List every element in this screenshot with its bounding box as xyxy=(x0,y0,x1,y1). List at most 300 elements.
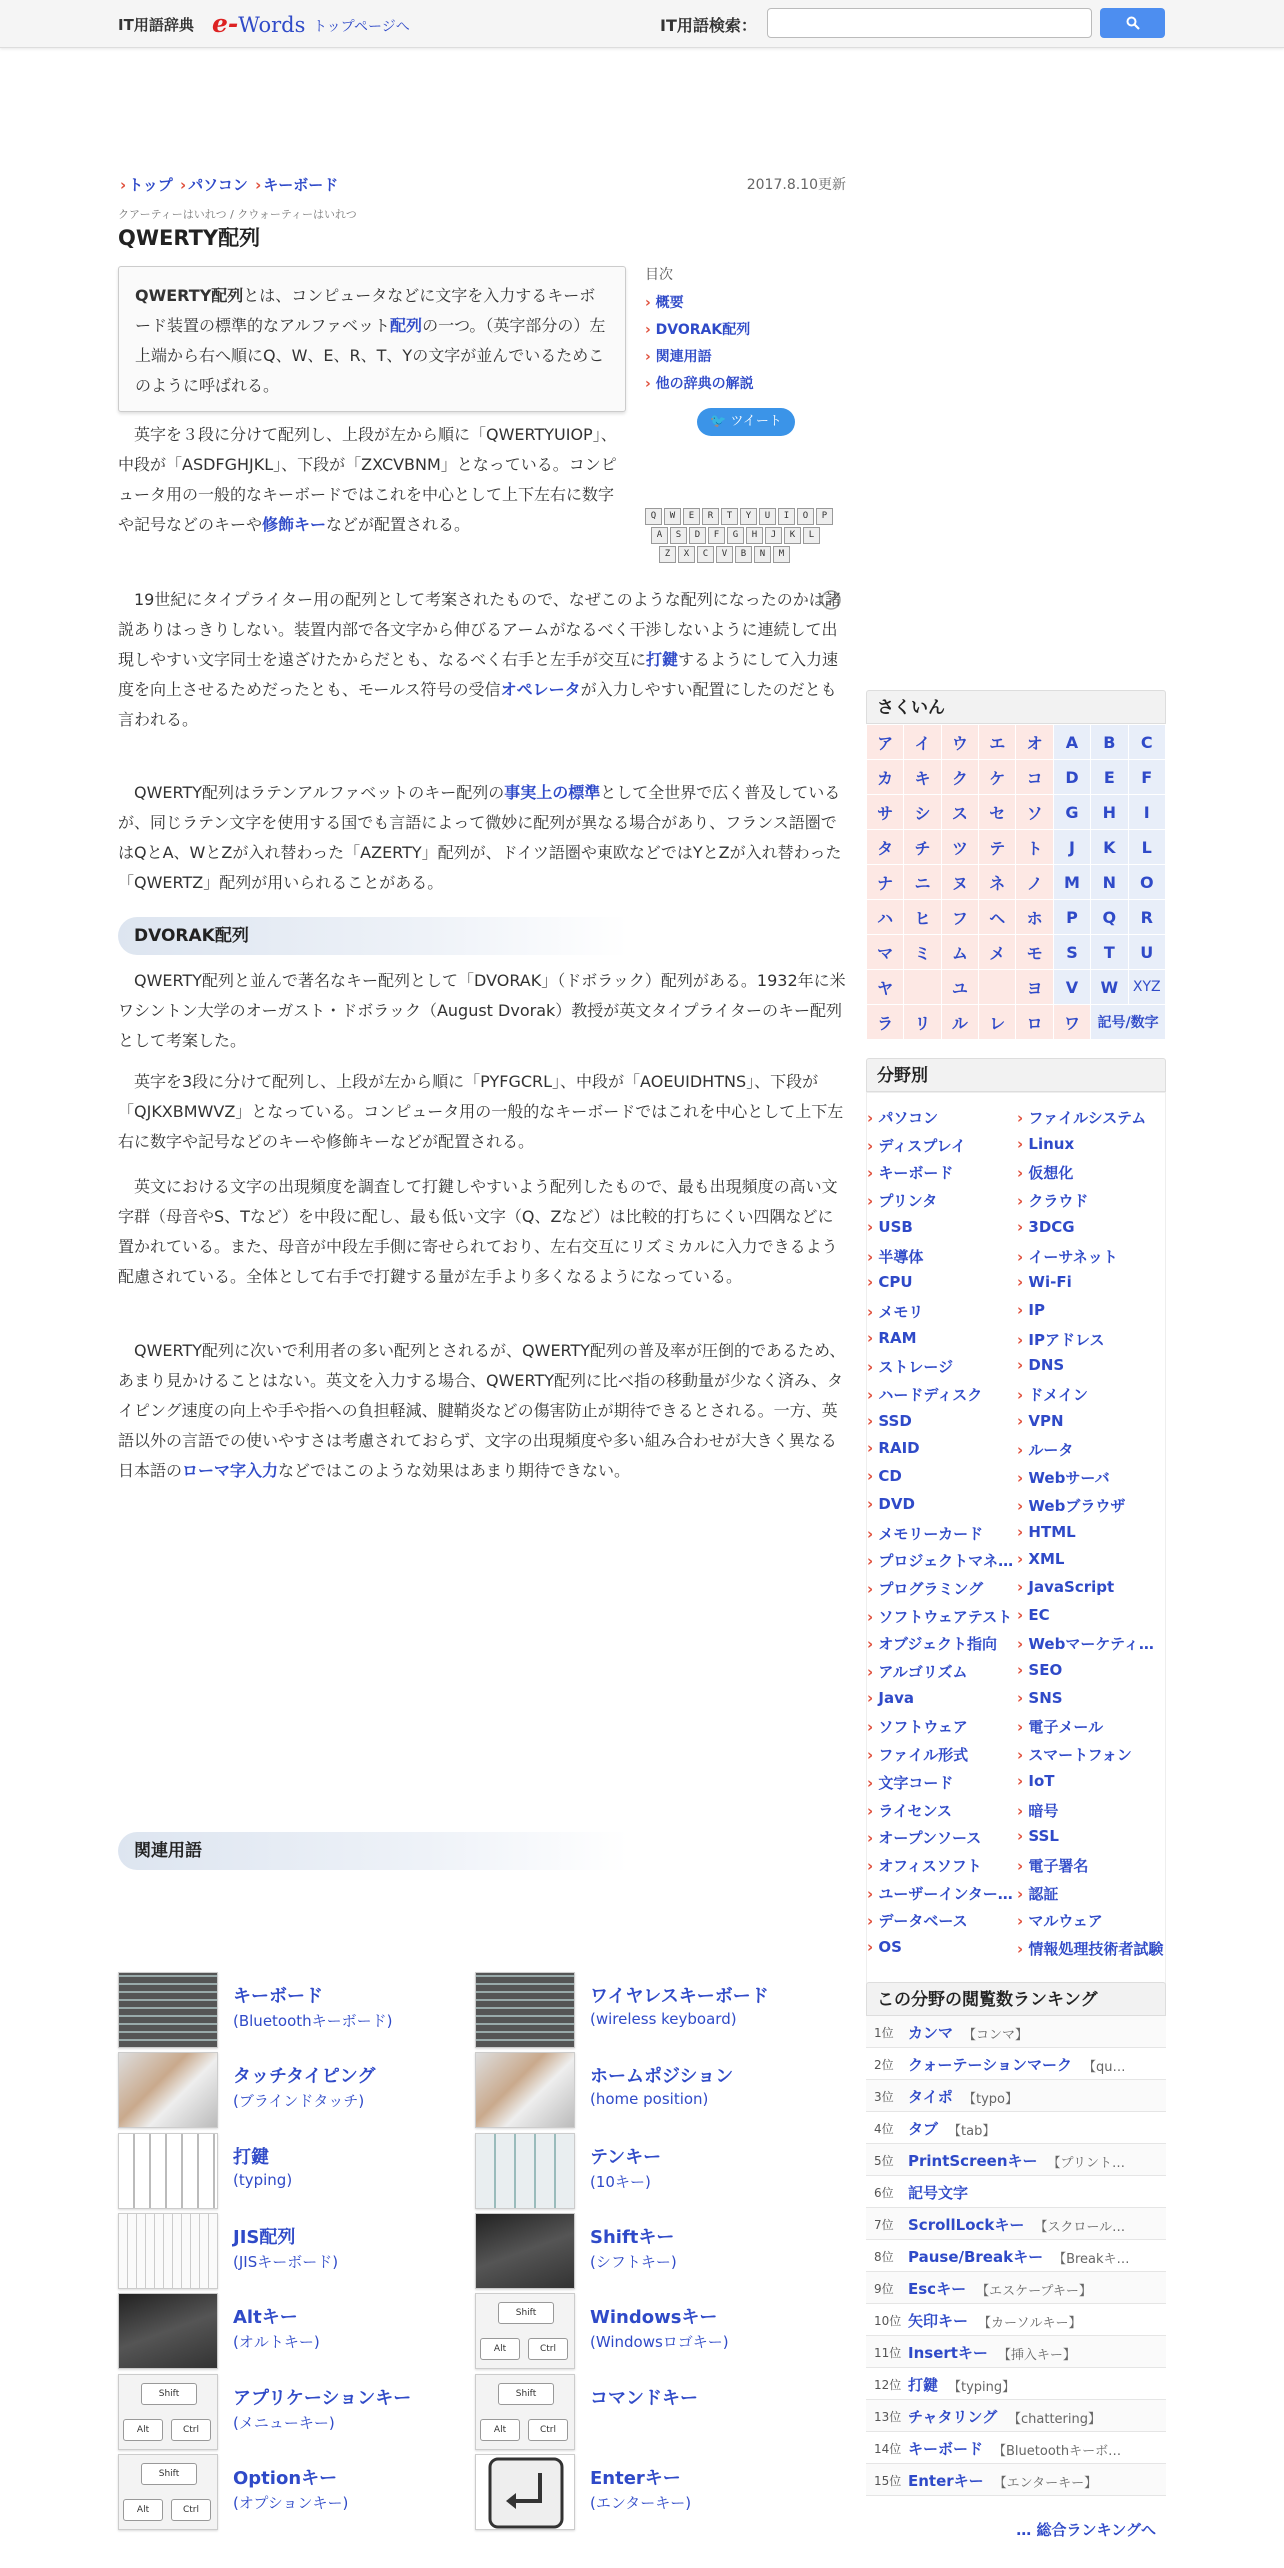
key-cap: G xyxy=(727,527,744,544)
kana-index-cell[interactable]: レ xyxy=(979,1005,1016,1040)
field-link[interactable]: › VPN xyxy=(1017,1412,1064,1430)
key-cap: P xyxy=(816,508,833,525)
enter-key-icon xyxy=(476,2455,576,2531)
key-cap: Alt xyxy=(123,2419,163,2441)
kana-index-cell[interactable]: H xyxy=(1091,795,1128,830)
ranking-term-link[interactable]: Escキー xyxy=(908,2280,967,2298)
kana-index-cell[interactable]: F xyxy=(1128,760,1165,795)
key-cap: A xyxy=(651,527,668,544)
field-link[interactable]: › Webマーケティ… xyxy=(1017,1633,1154,1654)
kana-index-cell[interactable]: XYZ xyxy=(1128,970,1165,1005)
paragraph: QWERTY配列に次いで利用者の多い配列とされるが、QWERTY配列の普及率が圧倒的であるため、あまり見かけることはない。英文を入力する場合、QWERTY配列に比べ指の移動量が少なく済み、タイピング速度の向上や手や指への負担軽減、腱鞘炎などの傷害防止が期待できるとされる。一方、英語以外の言語での使いやすさは考慮されておらず、文字の出現頻度や多い組み合わせが大きく異なる日本語のローマ字入力などではこのような効果はあまり期待できない。 xyxy=(118,1341,846,1480)
related-term-thumbnail[interactable] xyxy=(118,2052,218,2128)
kana-index-cell[interactable]: フ xyxy=(941,900,978,935)
field-link[interactable]: › メモリーカード xyxy=(867,1523,983,1544)
kana-index-cell[interactable]: A xyxy=(1053,725,1090,760)
tweet-button[interactable]: 🐦 ツイート xyxy=(697,408,795,436)
related-term-name[interactable]: キーボード xyxy=(233,1986,323,2007)
ranking-item[interactable] xyxy=(866,2272,1166,2304)
related-term[interactable] xyxy=(475,1972,815,2048)
ranking-term-link[interactable]: チャタリング xyxy=(908,2408,998,2426)
kana-index-cell[interactable]: O xyxy=(1128,865,1165,900)
ranking-term-link[interactable]: クォーテーションマーク xyxy=(908,2056,1072,2074)
field-link[interactable]: › Webサーバ xyxy=(1017,1467,1110,1488)
ranking-item[interactable] xyxy=(866,2336,1166,2368)
toc-item[interactable]: › 概要 xyxy=(645,290,845,317)
kana-index-cell[interactable]: J xyxy=(1053,830,1090,865)
key-cap: K xyxy=(784,527,801,544)
field-link[interactable]: › SSL xyxy=(1017,1827,1059,1845)
kana-index-cell[interactable]: I xyxy=(1128,795,1165,830)
term-link[interactable]: 事実上の標準 xyxy=(504,783,601,802)
paragraph: 英文における文字の出現頻度を調査して打鍵しやすいよう配列したもので、最も出現頻度の高い文字群（母音やS、Tなど）を中段に配し、最も低い文字（Q、Zなど）は比較的打ちにくい四隅などに置かれている。また、母音が中段左手側に寄せられており、左右交互にリズミカルに入力できるよう配慮されている。全体として右手で打鍵する量が左手より多くなるようになっている。 xyxy=(118,1177,838,1286)
related-term-thumbnail[interactable] xyxy=(475,2293,575,2369)
ranking-item[interactable] xyxy=(866,2016,1166,2048)
field-link[interactable]: › 仮想化 xyxy=(1017,1162,1073,1183)
key-cap: T xyxy=(721,508,738,525)
field-link[interactable]: › ディスプレイ xyxy=(867,1135,966,1156)
field-link[interactable]: › Webブラウザ xyxy=(1017,1495,1125,1516)
field-link[interactable]: › ユーザーインター… xyxy=(867,1883,1013,1904)
kana-index-cell[interactable]: ム xyxy=(941,935,978,970)
field-link[interactable]: › ドメイン xyxy=(1017,1384,1088,1405)
breadcrumb-keyboard[interactable]: キーボード xyxy=(263,176,339,194)
related-term-name[interactable]: Optionキー xyxy=(233,2467,338,2489)
field-link[interactable]: › RAID xyxy=(867,1439,920,1457)
field-link[interactable]: › オープンソース xyxy=(867,1827,981,1848)
related-term-thumbnail[interactable] xyxy=(475,2374,575,2450)
kana-index-cell[interactable]: ニ xyxy=(904,865,941,900)
kana-index-cell[interactable]: イ xyxy=(904,725,941,760)
key-cap: Ctrl xyxy=(171,2419,211,2441)
field-link[interactable]: › IoT xyxy=(1017,1772,1055,1790)
field-link[interactable]: › キーボード xyxy=(867,1162,953,1183)
ranking-number: 5位 xyxy=(874,2154,894,2168)
kana-index-cell[interactable]: メ xyxy=(979,935,1016,970)
kana-index-cell[interactable]: ユ xyxy=(941,970,978,1005)
kana-row xyxy=(867,970,1166,1005)
kana-row xyxy=(867,795,1166,830)
field-link[interactable]: › パソコン xyxy=(867,1107,938,1128)
key-cap: I xyxy=(778,508,795,525)
site-name[interactable]: IT用語辞典 xyxy=(118,16,194,34)
kana-index-cell[interactable]: S xyxy=(1053,935,1090,970)
related-term-name[interactable]: アプリケーションキー xyxy=(233,2387,412,2409)
ranking-term-link[interactable]: タイポ xyxy=(908,2088,953,2106)
kana-index-cell[interactable]: ル xyxy=(941,1005,978,1040)
key-cap: U xyxy=(759,508,776,525)
related-term-thumbnail[interactable] xyxy=(475,2454,575,2530)
kana-index-cell[interactable]: L xyxy=(1128,830,1165,865)
field-link[interactable]: › OS xyxy=(867,1938,902,1956)
summary-box xyxy=(118,266,626,412)
ranking-more-link[interactable]: … 総合ランキングへ xyxy=(1016,2521,1156,2539)
page-title: QWERTY配列 xyxy=(118,226,261,250)
kana-index-cell[interactable]: P xyxy=(1053,900,1090,935)
kana-index-cell[interactable]: テ xyxy=(979,830,1016,865)
keyboard-row xyxy=(659,546,847,563)
kana-index-cell[interactable]: ロ xyxy=(1016,1005,1053,1040)
summary-term: QWERTY配列 xyxy=(135,286,244,305)
related-term-name[interactable]: ホームポジション xyxy=(590,2066,734,2088)
kana-index-cell[interactable]: ウ xyxy=(941,725,978,760)
related-term-thumbnail[interactable] xyxy=(475,2213,575,2289)
related-term-name[interactable]: コマンドキー xyxy=(590,2387,698,2409)
ranking-term-desc: 【エンターキー】 xyxy=(993,2476,1098,2491)
field-link[interactable]: › プロジェクトマネ… xyxy=(867,1550,1013,1571)
breadcrumb-pc[interactable]: パソコン xyxy=(188,176,248,194)
field-link[interactable]: › Wi-Fi xyxy=(1017,1273,1072,1291)
ranking-term-desc: 【qu… xyxy=(1083,2060,1126,2075)
key-cap: Shift xyxy=(498,2302,554,2324)
e-words-logo[interactable]: e-Words xyxy=(212,9,306,38)
ranking-term-link[interactable]: Enterキー xyxy=(908,2472,984,2490)
field-link[interactable]: › DVD xyxy=(867,1495,915,1513)
section-heading-dvorak: DVORAK配列 xyxy=(118,917,628,955)
field-link[interactable]: › プリンタ xyxy=(867,1190,937,1211)
summary-text: とは、コンピュータなどに文字を入力するキーボード装置の標準的なアルファベット xyxy=(135,286,596,335)
field-link[interactable]: › ルータ xyxy=(1017,1439,1073,1460)
ranking-term-link[interactable]: Insertキー xyxy=(908,2344,988,2362)
field-link[interactable]: › CD xyxy=(867,1467,902,1485)
ranking-item[interactable] xyxy=(866,2240,1166,2272)
field-link[interactable]: › 3DCG xyxy=(1017,1218,1075,1236)
key-cap: Z xyxy=(659,546,676,563)
field-link[interactable]: › Java xyxy=(867,1689,914,1707)
ranking-item[interactable] xyxy=(866,2432,1166,2464)
related-term-thumbnail[interactable] xyxy=(475,2133,575,2209)
keyboard-row xyxy=(645,508,847,525)
kana-index-cell xyxy=(904,970,941,1005)
ranking-item[interactable] xyxy=(866,2208,1166,2240)
kana-row xyxy=(867,760,1166,795)
top-page-link[interactable]: トップページへ xyxy=(313,19,410,35)
kana-index-cell[interactable]: ケ xyxy=(979,760,1016,795)
kana-index-cell[interactable]: ノ xyxy=(1016,865,1053,900)
key-cap: J xyxy=(765,527,782,544)
related-term[interactable] xyxy=(118,2213,458,2289)
field-link[interactable]: › Linux xyxy=(1017,1135,1074,1153)
related-term-thumbnail[interactable] xyxy=(118,2213,218,2289)
related-term-thumbnail[interactable] xyxy=(118,2293,218,2369)
toc-item[interactable]: › 他の辞典の解説 xyxy=(645,371,845,398)
ranking-term-desc: 【挿入キー】 xyxy=(997,2348,1076,2363)
chevron-right-icon: › xyxy=(120,176,127,194)
related-term[interactable] xyxy=(118,2454,458,2530)
kana-index-cell[interactable]: ア xyxy=(867,725,904,760)
term-link[interactable]: ローマ字入力 xyxy=(182,1461,279,1480)
field-link[interactable]: › データベース xyxy=(867,1910,968,1931)
kana-index-cell[interactable]: ラ xyxy=(867,1005,904,1040)
search-icon xyxy=(1126,16,1140,30)
term-link[interactable]: 打鍵 xyxy=(646,650,679,669)
related-term-thumbnail[interactable] xyxy=(118,2374,218,2450)
ranking-item[interactable] xyxy=(866,2048,1166,2080)
search-input[interactable] xyxy=(767,8,1092,38)
field-link[interactable]: › ライセンス xyxy=(867,1800,952,1821)
field-link[interactable]: › スマートフォン xyxy=(1017,1744,1132,1765)
field-link[interactable]: › DNS xyxy=(1017,1356,1064,1374)
field-list xyxy=(866,1092,1166,2014)
kana-index-cell[interactable]: タ xyxy=(867,830,904,865)
related-term[interactable] xyxy=(475,2293,815,2369)
ranking-term-link[interactable]: PrintScreenキー xyxy=(908,2152,1038,2170)
ranking-number: 14位 xyxy=(874,2442,902,2456)
ranking-item[interactable] xyxy=(866,2464,1166,2496)
field-link[interactable]: › メモリ xyxy=(867,1301,923,1322)
field-link[interactable]: › 電子署名 xyxy=(1017,1855,1088,1876)
kana-index-cell[interactable]: K xyxy=(1091,830,1128,865)
field-link[interactable]: › SSD xyxy=(867,1412,912,1430)
ranking-term-link[interactable]: タブ xyxy=(908,2120,939,2138)
field-link[interactable]: › 情報処理技術者試験 xyxy=(1017,1938,1163,1959)
kana-row xyxy=(867,935,1166,970)
related-term-alias: (メニューキー) xyxy=(233,2413,335,2432)
field-link[interactable]: › 半導体 xyxy=(867,1246,923,1267)
search-label: IT用語検索： xyxy=(660,16,757,35)
ranking-term-link[interactable]: カンマ xyxy=(908,2024,954,2042)
field-link[interactable]: › CPU xyxy=(867,1273,913,1291)
kana-row xyxy=(867,865,1166,900)
ranking-item[interactable] xyxy=(866,2400,1166,2432)
kana-index-cell[interactable]: オ xyxy=(1016,725,1053,760)
ranking-term-link[interactable]: 記号文字 xyxy=(908,2184,969,2202)
field-link[interactable]: › ストレージ xyxy=(867,1356,953,1377)
ranking-number: 15位 xyxy=(874,2474,902,2488)
breadcrumb-top[interactable]: トップ xyxy=(128,176,173,194)
key-cap: V xyxy=(716,546,733,563)
ranking-term-link[interactable]: Pause/Breakキー xyxy=(908,2248,1044,2266)
key-cap: Alt xyxy=(123,2499,163,2521)
kana-index-cell[interactable]: ヤ xyxy=(867,970,904,1005)
kana-index-cell[interactable]: U xyxy=(1128,935,1165,970)
field-link[interactable]: › 文字コード xyxy=(867,1772,953,1793)
kana-index-cell[interactable]: 記号/数字 xyxy=(1091,1005,1166,1040)
field-link[interactable]: › 認証 xyxy=(1017,1883,1058,1904)
ranking-item[interactable] xyxy=(866,2144,1166,2176)
ranking-term-desc: 【Breakキ… xyxy=(1053,2252,1130,2267)
field-link[interactable]: › XML xyxy=(1017,1550,1064,1568)
kana-index-cell[interactable]: ヨ xyxy=(1016,970,1053,1005)
twitter-bird-icon: 🐦 xyxy=(710,414,731,429)
kana-index-cell[interactable]: ネ xyxy=(979,865,1016,900)
kana-index-cell[interactable]: ツ xyxy=(941,830,978,865)
ranking-heading: この分野の閲覧数ランキング xyxy=(866,1982,1166,2016)
ranking-term-link[interactable]: キーボード xyxy=(908,2440,984,2458)
kana-index-cell[interactable]: ス xyxy=(941,795,978,830)
field-link[interactable]: › 暗号 xyxy=(1017,1800,1058,1821)
ranking-number: 9位 xyxy=(874,2282,894,2296)
ranking-term-desc: 【スクロール… xyxy=(1034,2220,1126,2235)
ranking-term-link[interactable]: 矢印キー xyxy=(908,2312,969,2330)
kana-index-cell[interactable]: G xyxy=(1053,795,1090,830)
field-link[interactable]: › マルウェア xyxy=(1017,1910,1103,1931)
kana-index-cell[interactable]: ハ xyxy=(867,900,904,935)
related-term-name[interactable]: Shiftキー xyxy=(590,2226,675,2248)
table-of-contents xyxy=(645,264,845,398)
kana-index-cell[interactable]: C xyxy=(1128,725,1165,760)
kana-index-cell[interactable]: D xyxy=(1053,760,1090,795)
header-bar xyxy=(0,0,1284,48)
related-term-thumbnail[interactable] xyxy=(475,2052,575,2128)
kana-index-cell[interactable]: W xyxy=(1091,970,1128,1005)
kana-table xyxy=(866,724,1166,1040)
term-link[interactable]: 修飾キー xyxy=(262,515,327,534)
key-cap: Shift xyxy=(141,2463,197,2485)
ranking-term-link[interactable]: 打鍵 xyxy=(908,2376,939,2394)
toc-item[interactable]: › 関連用語 xyxy=(645,344,845,371)
field-link[interactable]: › EC xyxy=(1017,1606,1050,1624)
field-link[interactable]: › ソフトウェア xyxy=(867,1716,968,1737)
related-term-thumbnail[interactable] xyxy=(475,1972,575,2048)
ranking-item[interactable] xyxy=(866,2304,1166,2336)
field-link[interactable]: › クラウド xyxy=(1017,1190,1088,1211)
related-term-name[interactable]: タッチタイピング xyxy=(233,2066,376,2088)
ranking-term-desc: 【chattering】 xyxy=(1008,2412,1101,2427)
kana-index-cell[interactable]: ナ xyxy=(867,865,904,900)
kana-index-heading: さくいん xyxy=(866,690,1166,724)
key-cap: Ctrl xyxy=(171,2499,211,2521)
kana-index-cell[interactable]: エ xyxy=(979,725,1016,760)
related-term[interactable] xyxy=(475,2052,815,2128)
kana-index-cell[interactable]: リ xyxy=(904,1005,941,1040)
ranking-item[interactable] xyxy=(866,2368,1166,2400)
kana-index-cell[interactable]: ホ xyxy=(1016,900,1053,935)
kana-index-cell[interactable]: M xyxy=(1053,865,1090,900)
ranking-item[interactable] xyxy=(866,2112,1166,2144)
ranking-term-desc: 【エスケープキー】 xyxy=(976,2284,1092,2299)
ranking-item[interactable] xyxy=(866,2176,1166,2208)
related-term[interactable] xyxy=(118,2052,458,2128)
kana-index-cell[interactable]: ヒ xyxy=(904,900,941,935)
field-link[interactable]: › SNS xyxy=(1017,1689,1063,1707)
kana-index-cell[interactable]: モ xyxy=(1016,935,1053,970)
related-term-name[interactable]: Enterキー xyxy=(590,2467,681,2489)
key-cap: Alt xyxy=(480,2419,520,2441)
related-term[interactable] xyxy=(475,2133,815,2209)
kana-index-cell[interactable]: ワ xyxy=(1053,1005,1090,1040)
related-term-thumbnail[interactable] xyxy=(118,2133,218,2209)
field-link[interactable]: › ハードディスク xyxy=(867,1384,982,1405)
field-link[interactable]: › ファイルシステム xyxy=(1017,1107,1146,1128)
kana-index-cell[interactable]: マ xyxy=(867,935,904,970)
kana-index-cell[interactable]: ヌ xyxy=(941,865,978,900)
kana-index-cell[interactable]: コ xyxy=(1016,760,1053,795)
kana-index-cell[interactable]: シ xyxy=(904,795,941,830)
field-link[interactable]: › イーサネット xyxy=(1017,1246,1118,1267)
kana-index-cell[interactable]: B xyxy=(1091,725,1128,760)
key-cap: Ctrl xyxy=(528,2338,568,2360)
ranking-box xyxy=(866,1982,1166,2539)
ranking-term-link[interactable]: ScrollLockキー xyxy=(908,2216,1025,2234)
key-cap: C xyxy=(697,546,714,563)
kana-index-cell[interactable]: T xyxy=(1091,935,1128,970)
field-link[interactable]: › 電子メール xyxy=(1017,1716,1103,1737)
term-link[interactable]: オペレータ xyxy=(500,680,581,699)
paragraph: 英字を3段に分けて配列し、上段が左から順に「PYFGCRL」、中段が「AOEUIDHTNS」、下段が「QJKXBMWVZ」となっている。コンピュータ用の一般的なキーボードではこれを中心として上下左右に数字や記号などのキーや修飾キーなどが配置される。 xyxy=(118,1072,844,1151)
ranking-item[interactable] xyxy=(866,2080,1166,2112)
ranking-number: 13位 xyxy=(874,2410,902,2424)
key-cap: F xyxy=(708,527,725,544)
ranking-number: 12位 xyxy=(874,2378,902,2392)
kana-index-cell[interactable]: Q xyxy=(1091,900,1128,935)
related-term-alias: (JISキーボード) xyxy=(233,2252,339,2271)
field-link[interactable]: › USB xyxy=(867,1218,913,1236)
field-link[interactable]: › ソフトウェアテスト xyxy=(867,1606,1012,1627)
ranking-number: 6位 xyxy=(874,2186,894,2200)
search-button[interactable] xyxy=(1100,8,1165,38)
kana-index-cell[interactable]: キ xyxy=(904,760,941,795)
ranking-number: 11位 xyxy=(874,2346,902,2360)
kana-index-cell[interactable]: サ xyxy=(867,795,904,830)
related-term[interactable] xyxy=(118,2293,458,2369)
kana-index-cell[interactable]: E xyxy=(1091,760,1128,795)
kana-index-cell[interactable]: カ xyxy=(867,760,904,795)
ranking-number: 7位 xyxy=(874,2218,894,2232)
ranking-number: 4位 xyxy=(874,2122,894,2136)
field-link[interactable]: › アルゴリズム xyxy=(867,1661,968,1682)
related-term-name[interactable]: Altキー xyxy=(233,2307,298,2329)
toc-item[interactable]: › DVORAK配列 xyxy=(645,317,845,344)
related-term-name[interactable]: JIS配列 xyxy=(233,2226,296,2248)
related-term-name[interactable]: ワイヤレスキーボード xyxy=(590,1986,769,2007)
related-term[interactable] xyxy=(118,1972,458,2048)
related-term[interactable] xyxy=(475,2454,815,2530)
key-cap: L xyxy=(803,527,820,544)
related-term[interactable] xyxy=(118,2133,458,2209)
field-link[interactable]: › JavaScript xyxy=(1017,1578,1114,1596)
field-link[interactable]: › IP xyxy=(1017,1301,1045,1319)
field-link[interactable]: › ファイル形式 xyxy=(867,1744,968,1765)
related-term[interactable] xyxy=(118,2374,458,2450)
kana-index-cell[interactable]: ソ xyxy=(1016,795,1053,830)
kana-index-cell[interactable]: セ xyxy=(979,795,1016,830)
kana-index-cell[interactable]: R xyxy=(1128,900,1165,935)
key-cap: M xyxy=(773,546,790,563)
kana-index-cell[interactable]: ヘ xyxy=(979,900,1016,935)
kana-index-cell[interactable]: ト xyxy=(1016,830,1053,865)
field-link[interactable]: › オブジェクト指向 xyxy=(867,1633,997,1654)
related-term-name[interactable]: テンキー xyxy=(590,2146,662,2168)
related-term-thumbnail[interactable] xyxy=(118,1972,218,2048)
kana-index-cell[interactable]: ミ xyxy=(904,935,941,970)
kana-index-cell[interactable]: ク xyxy=(941,760,978,795)
chevron-right-icon: › xyxy=(179,176,187,194)
field-link[interactable]: › プログラミング xyxy=(867,1578,983,1599)
key-cap: S xyxy=(670,527,687,544)
field-link[interactable]: › IPアドレス xyxy=(1017,1329,1105,1350)
field-link[interactable]: › SEO xyxy=(1017,1661,1062,1679)
kana-index-cell[interactable]: V xyxy=(1053,970,1090,1005)
kana-index-cell[interactable]: チ xyxy=(904,830,941,865)
kana-index-cell[interactable]: N xyxy=(1091,865,1128,900)
related-term[interactable] xyxy=(475,2374,815,2450)
ranking-number: 3位 xyxy=(874,2090,894,2104)
related-term-thumbnail[interactable] xyxy=(118,2454,218,2530)
related-term-name[interactable]: 打鍵 xyxy=(233,2146,269,2168)
field-link[interactable]: › RAM xyxy=(867,1329,917,1347)
summary-link[interactable]: 配列 xyxy=(390,316,423,335)
field-link[interactable]: › オフィスソフト xyxy=(867,1855,982,1876)
related-term-name[interactable]: Windowsキー xyxy=(590,2307,718,2329)
related-term[interactable] xyxy=(475,2213,815,2289)
field-link[interactable]: › HTML xyxy=(1017,1523,1076,1541)
paragraph: QWERTY配列はラテンアルファベットのキー配列の事実上の標準として全世界で広く普及しているが、同じラテン文字を使用する国でも言語によって微妙に配列が異なる場合があり、フランス語圏ではQとA、WとZが入れ替わった「AZERTY」配列が、ドイツ語圏や東欧などではYとZが入れ替わった「QWERTZ」配列が用いられることがある。 xyxy=(118,783,842,892)
paragraph: 英字を３段に分けて配列し、上段が左から順に「QWERTYUIOP」、中段が「ASDFGHJKL」、下段が「ZXCVBNM」となっている。コンピュータ用の一般的なキーボードではこれを中心として上下左右に数字や記号などのキーや修飾キーなどが配置される。 xyxy=(118,425,617,534)
ranking-number: 8位 xyxy=(874,2250,894,2264)
key-cap: B xyxy=(735,546,752,563)
related-term-alias: (home position) xyxy=(590,2090,709,2109)
